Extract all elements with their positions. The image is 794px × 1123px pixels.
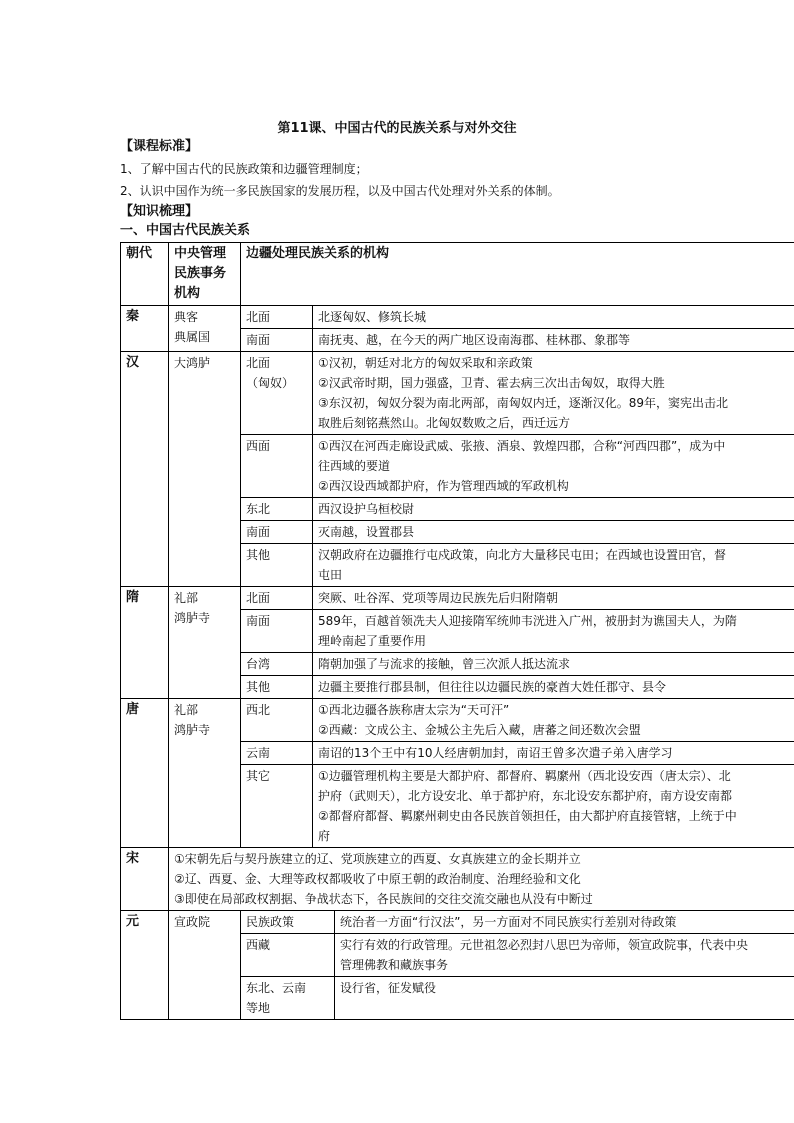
region-cell: 西藏: [241, 934, 335, 976]
header-central-org: 中央管理 民族事务 机构: [169, 243, 241, 306]
table-row: [121, 306, 794, 329]
yuan-sub-cell: [241, 911, 794, 934]
content-cell: ①汉初，朝廷对北方的匈奴采取和亲政策 ②汉武帝时期，国力强盛，卫青、霍去病三次出击匈奴，取得大胜 ③东汉初，匈奴分裂为南北两部，南匈奴内迁，逐渐汉化。89年，窦宪出击北 取胜后刻铭燕然山。北匈奴数败之后，西迁远方: [313, 352, 794, 435]
dynasty-yuan: 元: [121, 911, 169, 1020]
content-cell: 灭南越，设置郡县: [313, 521, 794, 544]
region-cell: 南面: [241, 521, 313, 544]
yuan-org: 宣政院: [169, 911, 241, 1020]
dynasty-sui: 隋: [121, 587, 169, 699]
content-cell: 西汉设护乌桓校尉: [313, 498, 794, 521]
page-title: 第11课、中国古代的民族关系与对外交往: [277, 121, 517, 136]
han-org: 大鸿胪: [169, 352, 241, 587]
sui-org: 礼部 鸿胪寺: [169, 587, 241, 699]
section-heading: 一、中国古代民族关系: [120, 223, 251, 238]
content-cell: 隋朝加强了与流求的接触，曾三次派人抵达流求: [313, 653, 794, 676]
table-row: [121, 587, 794, 610]
knowledge-header: 【知识梳理】: [120, 204, 199, 219]
header-frontier-org: 边疆处理民族关系的机构: [241, 243, 794, 306]
region-cell: 其它: [241, 765, 313, 848]
content-cell: 设行省，征发赋役: [340, 981, 437, 995]
standard-header: 【课程标准】: [120, 139, 199, 154]
content-cell: ①西汉在河西走廊设武威、张掖、酒泉、敦煌四郡，合称“河西四郡”，成为中 往西域的要道 ②西汉设西域都护府，作为管理西域的军政机构: [313, 435, 794, 498]
region-cell: 云南: [241, 742, 313, 765]
yuan-sub-cell: [241, 934, 794, 977]
content-cell: 北逐匈奴、修筑长城: [313, 306, 794, 329]
region-cell: 南面: [241, 329, 313, 352]
tang-org: 礼部 鸿胪寺: [169, 699, 241, 848]
dynasty-han: 汉: [121, 352, 169, 587]
region-cell: 其他: [241, 544, 313, 587]
header-dynasty: 朝代: [121, 243, 169, 306]
region-cell: 北面: [241, 587, 313, 610]
content-cell: 突厥、吐谷浑、党项等周边民族先后归附隋朝: [313, 587, 794, 610]
content-cell: 南诏的13个王中有10人经唐朝加封，南诏王曾多次遣子弟入唐学习: [313, 742, 794, 765]
region-cell: 民族政策: [241, 911, 335, 933]
yuan-sub-cell: [241, 977, 794, 1020]
table-row: [121, 911, 794, 934]
table-header-row: [121, 243, 794, 306]
standard-1: 1、了解中国古代的民族政策和边疆管理制度；: [120, 162, 368, 176]
region-cell: 其他: [241, 676, 313, 699]
region-cell: 西面: [241, 435, 313, 498]
region-cell: 东北、云南 等地: [241, 977, 335, 1019]
table-row: [121, 352, 794, 435]
content-cell: 实行有效的行政管理。元世祖忽必烈封八思巴为帝师，领宣政院事，代表中央 管理佛教和藏族事务: [340, 938, 749, 972]
ethnic-relations-table: [120, 242, 794, 1020]
dynasty-qin: 秦: [121, 306, 169, 352]
region-cell: 南面: [241, 610, 313, 653]
content-cell: 589年，百越首领冼夫人迎接隋军统帅韦洸进入广州，被册封为谯国夫人，为隋 理岭南起了重要作用: [313, 610, 794, 653]
content-cell: ①边疆管理机构主要是大都护府、都督府、羁縻州（西北设安西（唐太宗）、北 护府（武则天），北方设安北、单于都护府，东北设安东都护府，南方设安南都 ②都督府都督、羁縻州刺史由各民族首领担任，由大都护府直接管辖，上统于中 府: [313, 765, 794, 848]
region-cell: 北面 （匈奴）: [241, 352, 313, 435]
standard-2: 2、认识中国作为统一多民族国家的发展历程，以及中国古代处理对外关系的体制。: [120, 184, 560, 198]
table-row: [121, 699, 794, 742]
content-cell: 汉朝政府在边疆推行屯戍政策，向北方大量移民屯田；在西域也设置田官，督 屯田: [313, 544, 794, 587]
dynasty-song: 宋: [121, 848, 169, 911]
region-cell: 东北: [241, 498, 313, 521]
content-cell: ①西北边疆各族称唐太宗为“天可汗” ②西藏：文成公主、金城公主先后入藏，唐蕃之间还数次会盟: [313, 699, 794, 742]
table-row: [121, 848, 794, 911]
dynasty-tang: 唐: [121, 699, 169, 848]
content-cell: ①宋朝先后与契丹族建立的辽、党项族建立的西夏、女真族建立的金长期并立 ②辽、西夏、金、大理等政权都吸收了中原王朝的政治制度、治理经验和文化 ③即使在局部政权割据、争战状态下，各民族间的交往交流交融也从没有中断过: [169, 848, 794, 911]
content-cell: 南抚夷、越，在今天的两广地区设南海郡、桂林郡、象郡等: [313, 329, 794, 352]
qin-org: 典客 典属国: [169, 306, 241, 352]
region-cell: 台湾: [241, 653, 313, 676]
region-cell: 西北: [241, 699, 313, 742]
content-cell: 统治者一方面“行汉法”，另一方面对不同民族实行差别对待政策: [340, 915, 677, 929]
content-cell: 边疆主要推行郡县制，但往往以边疆民族的豪酋大姓任郡守、县令: [313, 676, 794, 699]
region-cell: 北面: [241, 306, 313, 329]
